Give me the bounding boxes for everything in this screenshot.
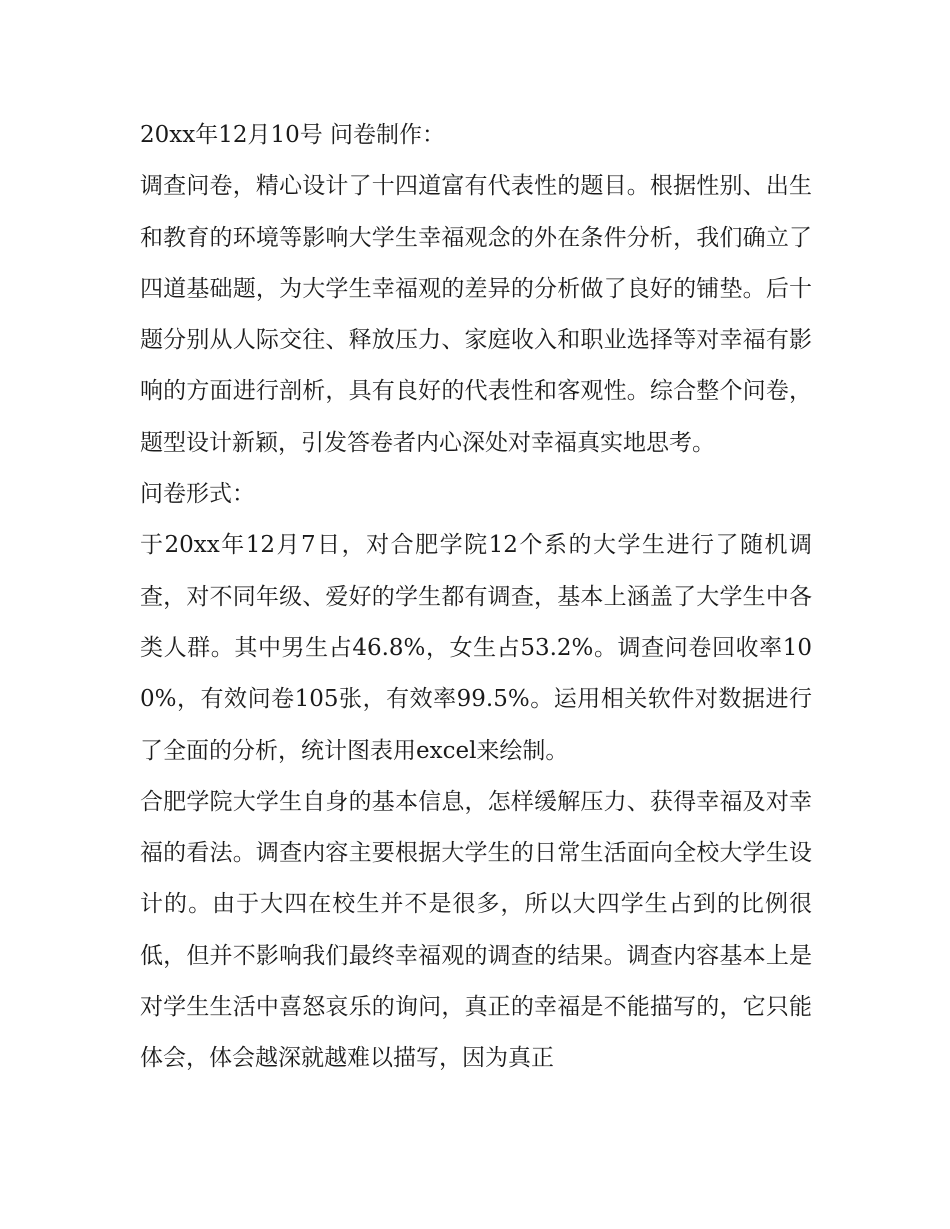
date-heading: 20xx年12月10号 问卷制作：	[140, 122, 446, 148]
document-body	[140, 110, 812, 1085]
questionnaire-design-paragraph: 调查问卷，精心设计了十四道富有代表性的题目。根据性别、出生和教育的环境等影响大学生幸福观念的外在条件分析，我们确立了四道基础题，为大学生幸福观的差异的分析做了良好的铺垫。后十题分别从人际交往、释放压力、家庭收入和职业选择等对幸福有影响的方面进行剖析，具有良好的代表性和客观性。综合整个问卷，题型设计新颖，引发答卷者内心深处对幸福真实地思考。	[140, 173, 812, 456]
survey-details-paragraph: 于20xx年12月7日，对合肥学院12个系的大学生进行了随机调查，对不同年级、爱好的学生都有调查，基本上涵盖了大学生中各类人群。其中男生占46.8%，女生占53.2%。调查问卷回收率100%，有效问卷105张，有效率99.5%。运用相关软件对数据进行了全面的分析，统计图表用excel来绘制。	[140, 532, 812, 764]
survey-content-paragraph: 合肥学院大学生自身的基本信息，怎样缓解压力、获得幸福及对幸福的看法。调查内容主要根据大学生的日常生活面向全校大学生设计的。由于大四在校生并不是很多，所以大四学生占到的比例很低，但并不影响我们最终幸福观的调查的结果。调查内容基本上是对学生生活中喜怒哀乐的询问，真正的幸福是不能描写的，它只能体会，体会越深就越难以描写，因为真正	[140, 788, 812, 1072]
questionnaire-form-heading: 问卷形式：	[140, 481, 255, 508]
